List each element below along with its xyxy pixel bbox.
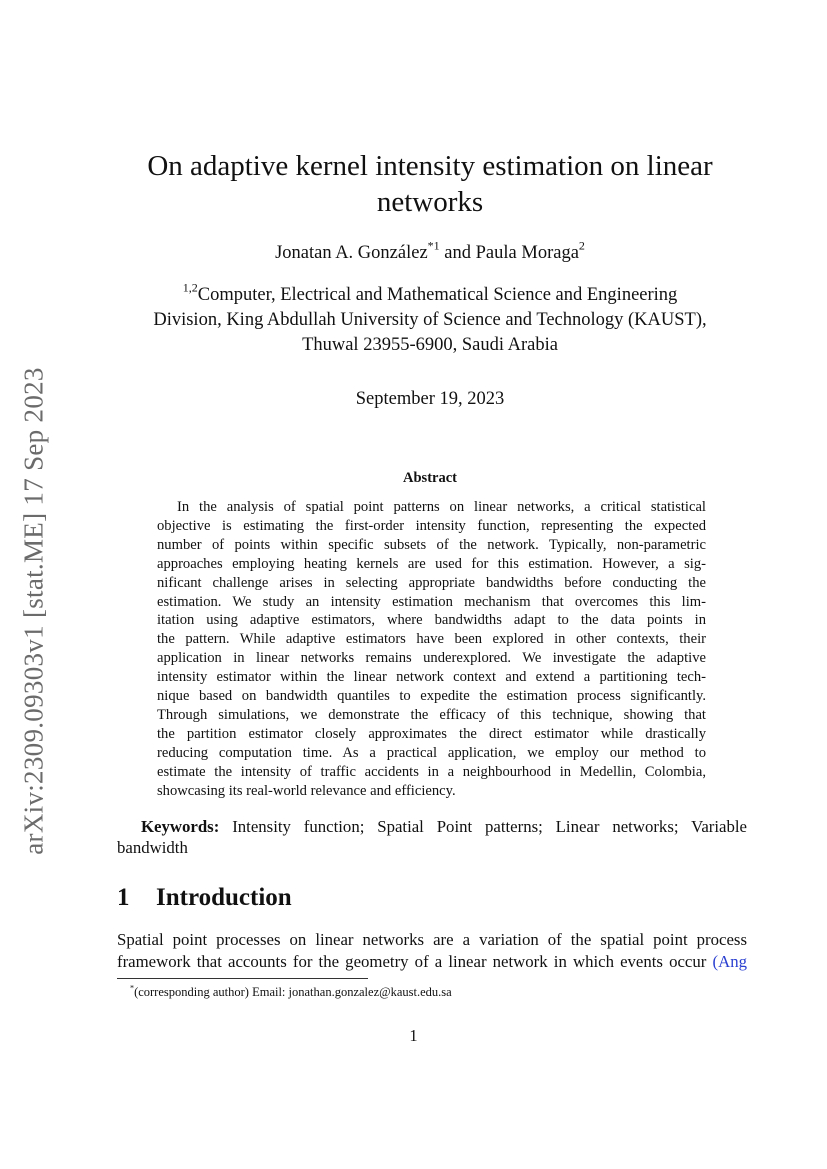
abstract-line: In the analysis of spatial point patterns on linear networks, a critical statistical xyxy=(177,499,706,515)
footnote-rule xyxy=(117,978,368,979)
paper-date: September 19, 2023 xyxy=(355,389,505,409)
footnote xyxy=(130,984,452,1000)
affiliation xyxy=(110,280,750,358)
abstract-line: the partition estimator closely approximates the direct estimator while drastically xyxy=(157,725,706,742)
author-moraga-affil-mark: 2 xyxy=(578,238,585,253)
abstract-line: nificant challenge arises in selecting appropriate bandwidths before conducting the xyxy=(157,574,706,591)
intro-line-2: framework that accounts for the geometry of a linear network in which events occur xyxy=(117,951,707,971)
abstract-line: showcasing its real-world relevance and efficiency. xyxy=(157,782,456,799)
abstract-line: objective is estimating the first-order intensity function, representing the expected xyxy=(157,517,706,534)
abstract-line: approaches employing heating kernels are used for this estimation. However, a sig- xyxy=(157,555,706,572)
paper-title xyxy=(110,148,750,220)
abstract-line: the pattern. While adaptive estimators have been explored in other contexts, their xyxy=(157,631,706,648)
title-line-1: On adaptive kernel intensity estimation on linear xyxy=(147,150,713,182)
title-line-2: networks xyxy=(376,186,484,218)
abstract-line: itation using adaptive estimators, where bandwidths adapt to the data points in xyxy=(157,612,706,629)
footnote-text: (corresponding author) Email: jonathan.gonzalez@kaust.edu.sa xyxy=(134,985,452,999)
page-number: 1 xyxy=(409,1026,418,1045)
abstract-line: Through simulations, we demonstrate the efficacy of this technique, showing that xyxy=(157,706,706,723)
abstract-line: intensity estimator within the linear network context and extend a partitioning tech- xyxy=(157,669,706,686)
author-gonzalez-affil-mark: *1 xyxy=(427,238,440,253)
abstract-line: estimation. We study an intensity estimation mechanism that overcomes this lim- xyxy=(157,593,706,610)
keywords-list-line-2: bandwidth xyxy=(117,838,188,857)
author-conjunction: and xyxy=(439,243,476,263)
affiliation-line-1: Computer, Electrical and Mathematical Science and Engineering xyxy=(197,285,678,305)
author-gonzalez: Jonatan A. González xyxy=(275,243,428,263)
affiliation-mark: 1,2 xyxy=(182,280,198,295)
intro-line-1: Spatial point processes on linear networks are a variation of the spatial point process xyxy=(117,930,747,949)
affiliation-line-2: Division, King Abdullah University of Science and Technology (KAUST), xyxy=(153,310,707,330)
abstract-line: number of points within specific subsets of the network. Typically, non-parametric xyxy=(157,536,706,553)
citation-link[interactable]: (Ang xyxy=(712,951,747,971)
keywords-label: Keywords: xyxy=(141,817,220,836)
author-list xyxy=(110,240,750,266)
section-heading xyxy=(117,884,292,912)
introduction-text xyxy=(117,929,747,972)
keywords-list-line-1: Intensity function; Spatial Point patterns; Linear networks; Variable xyxy=(232,817,747,836)
section-number: 1 xyxy=(117,884,130,911)
keywords-block xyxy=(117,816,747,858)
abstract-line: reducing computation time. As a practical application, we employ our method to xyxy=(157,744,706,761)
footnote-mark: * xyxy=(130,983,135,993)
section-title: Introduction xyxy=(156,884,292,911)
abstract-line: application in linear networks remains underexplored. We investigate the adaptive xyxy=(157,650,706,667)
author-moraga: Paula Moraga xyxy=(475,243,579,263)
abstract-line: nique based on bandwidth quantiles to expedite the estimation process significantly. xyxy=(157,688,706,705)
abstract-line: estimate the intensity of traffic accidents in a neighbourhood in Medellin, Colombia, xyxy=(157,763,706,780)
arxiv-identifier xyxy=(12,358,56,863)
abstract-body xyxy=(157,498,706,801)
abstract-heading: Abstract xyxy=(403,470,457,486)
arxiv-identifier-text: arXiv:2309.09303v1 [stat.ME] 17 Sep 2023 xyxy=(18,366,49,855)
affiliation-line-3: Thuwal 23955-6900, Saudi Arabia xyxy=(302,335,558,355)
